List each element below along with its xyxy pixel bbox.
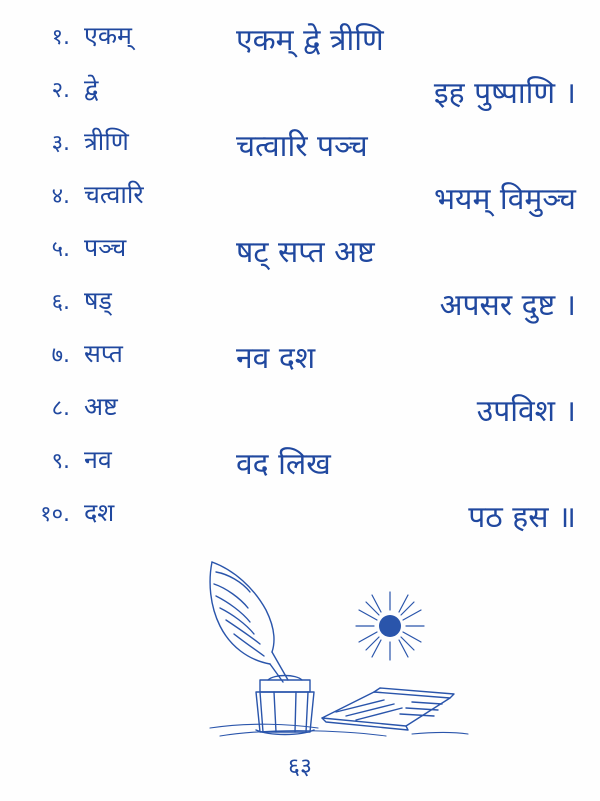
list-item <box>0 283 240 336</box>
sentence-line: चत्वारि पञ्च <box>236 129 368 164</box>
surface-lines <box>210 724 468 736</box>
list-item-number: २. <box>51 78 70 103</box>
inkpot-icon <box>256 676 314 735</box>
sentence-line: भयम् विमुञ्च <box>433 182 576 217</box>
open-book-icon <box>322 688 454 730</box>
list-item <box>0 442 240 495</box>
page-number: ६३ <box>288 754 312 780</box>
list-item-word: त्रीणि <box>84 127 129 156</box>
sentence-line: वद लिख <box>236 447 331 482</box>
list-item-word: नव <box>84 445 112 474</box>
list-item-number: १. <box>51 25 70 50</box>
list-item-number: ६. <box>51 290 70 315</box>
sentence-line: पठ हस ॥ <box>468 500 576 535</box>
sentence-line: एकम् द्वे त्रीणि <box>236 23 384 58</box>
list-item-word: चत्वारि <box>84 180 144 209</box>
list-item-number: १०. <box>40 502 70 527</box>
list-item-word: द्वे <box>84 74 99 103</box>
list-item <box>0 336 240 389</box>
list-item-word: दश <box>84 498 115 527</box>
list-item <box>0 230 240 283</box>
list-item-word: पञ्च <box>84 233 127 262</box>
sentence-list <box>228 18 600 548</box>
list-item-word: एकम् <box>84 21 132 50</box>
list-item-number: ३. <box>51 131 70 156</box>
sentence-line: उपविश । <box>476 394 576 429</box>
sentence-line: षट् सप्त अष्ट <box>236 235 375 270</box>
list-item-word: सप्त <box>84 339 123 368</box>
sentence-line: अपसर दुष्ट । <box>439 288 576 323</box>
sentence-line: इह पुष्पाणि । <box>433 76 576 111</box>
quill-feather-icon <box>210 562 288 682</box>
numbered-word-list <box>0 18 240 548</box>
list-item <box>0 71 240 124</box>
list-item <box>0 18 240 71</box>
list-item-word: अष्ट <box>84 392 118 421</box>
list-item <box>0 177 240 230</box>
list-item-number: ८. <box>51 396 70 421</box>
inkpot-quill-book-illustration <box>150 540 480 740</box>
list-item <box>0 124 240 177</box>
sentence-line: नव दश <box>236 341 316 376</box>
list-item-number: ९. <box>51 449 70 474</box>
list-item-number: ७. <box>51 343 70 368</box>
list-item <box>0 389 240 442</box>
list-item-word: षड् <box>84 286 112 315</box>
list-item-number: ५. <box>51 237 70 262</box>
list-item-number: ४. <box>51 184 70 209</box>
sun-burst-icon <box>356 592 424 660</box>
